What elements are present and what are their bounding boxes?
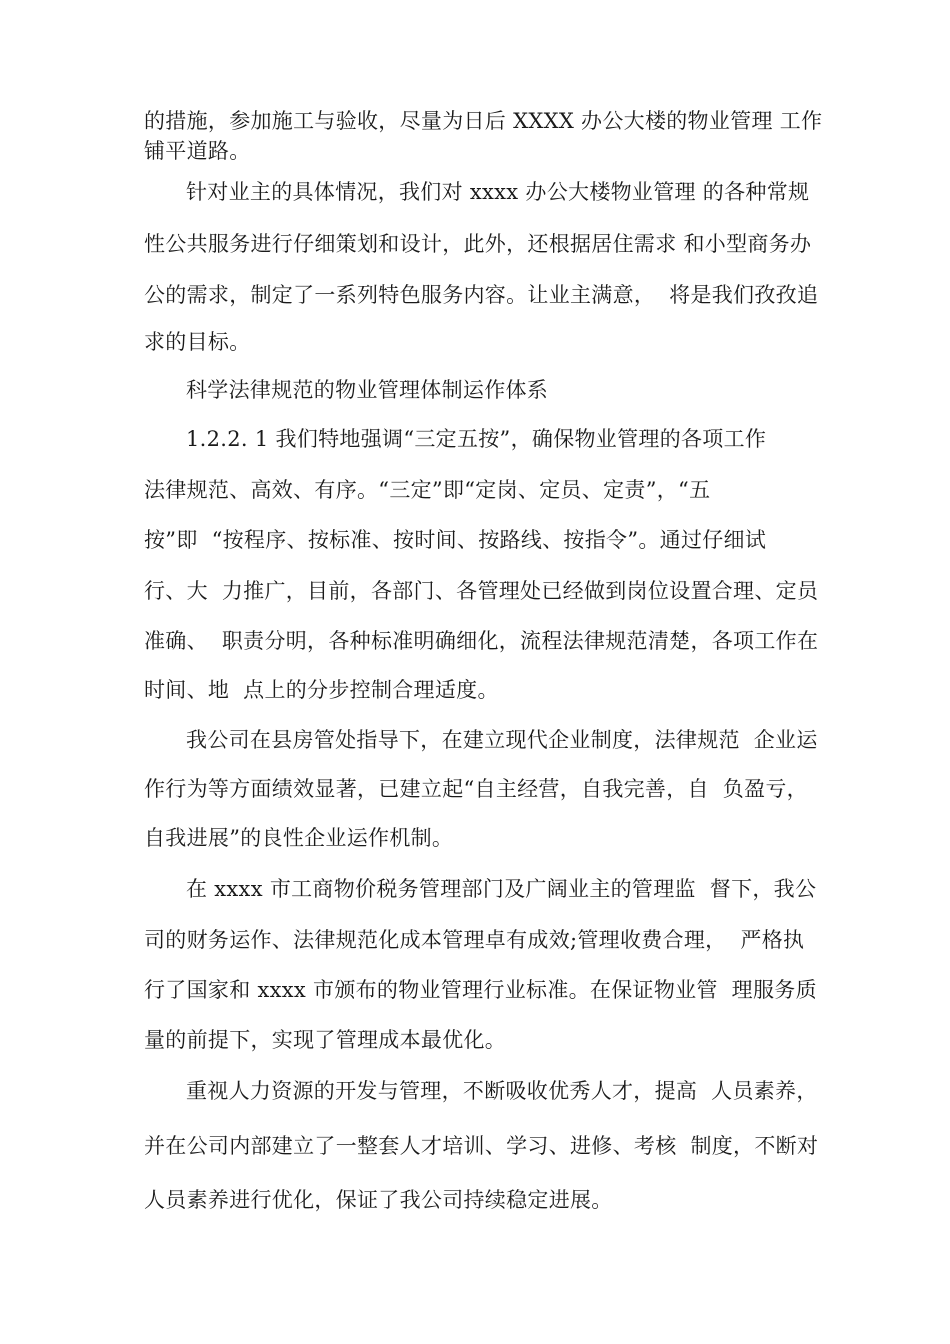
paragraph-line: 行、大 力推广，目前，各部门、各管理处已经做到岗位设置合理、定员 xyxy=(144,579,819,603)
paragraph-line: 在 xxxx 市工商物价税务管理部门及广阔业主的管理监 督下，我公 xyxy=(186,877,817,901)
paragraph-line: 法律规范、高效、有序。“三定”即“定岗、定员、定责”，“五 xyxy=(144,478,711,502)
paragraph-line: 司的财务运作、法律规范化成本管理卓有成效;管理收费合理， 严格执 xyxy=(144,928,805,952)
paragraph-line: 公的需求，制定了一系列特色服务内容。让业主满意， 将是我们孜孜追 xyxy=(144,283,819,307)
paragraph-line: 1.2.2. 1 我们特地强调“三定五按”，确保物业管理的各项工作 xyxy=(186,427,767,451)
paragraph-line: 我公司在县房管处指导下，在建立现代企业制度，法律规范 企业运 xyxy=(186,728,818,752)
paragraph-line: 针对业主的具体情况，我们对 xxxx 办公大楼物业管理 的各种常规 xyxy=(186,180,810,204)
paragraph-line: 性公共服务进行仔细策划和设计，此外，还根据居住需求 和小型商务办 xyxy=(144,232,812,256)
paragraph-line: 重视人力资源的开发与管理，不断吸收优秀人才，提高 人员素养， xyxy=(186,1079,818,1103)
paragraph-line: 的措施，参加施工与验收，尽量为日后 XXXX 办公大楼的物业管理 工作 xyxy=(144,109,823,133)
paragraph-line: 并在公司内部建立了一整套人才培训、学习、进修、考核 制度，不断对 xyxy=(144,1134,819,1158)
paragraph-line: 准确、 职责分明，各种标准明确细化，流程法律规范清楚，各项工作在 xyxy=(144,629,819,653)
paragraph-line: 铺平道路。 xyxy=(144,139,251,163)
paragraph-line: 量的前提下，实现了管理成本最优化。 xyxy=(144,1028,507,1052)
section-heading: 科学法律规范的物业管理体制运作体系 xyxy=(186,378,549,402)
paragraph-line: 时间、地 点上的分步控制合理适度。 xyxy=(144,678,499,702)
paragraph-line: 行了国家和 xxxx 市颁布的物业管理行业标准。在保证物业管 理服务质 xyxy=(144,978,817,1002)
paragraph-line: 作行为等方面绩效显著，已建立起“自主经营，自我完善，自 负盈亏， xyxy=(144,777,808,801)
paragraph-line: 求的目标。 xyxy=(144,330,251,354)
paragraph-line: 人员素养进行优化，保证了我公司持续稳定进展。 xyxy=(144,1188,613,1212)
paragraph-line: 按”即 “按程序、按标准、按时间、按路线、按指令”。通过仔细试 xyxy=(144,528,767,552)
paragraph-line: 自我进展”的良性企业运作机制。 xyxy=(144,826,454,850)
